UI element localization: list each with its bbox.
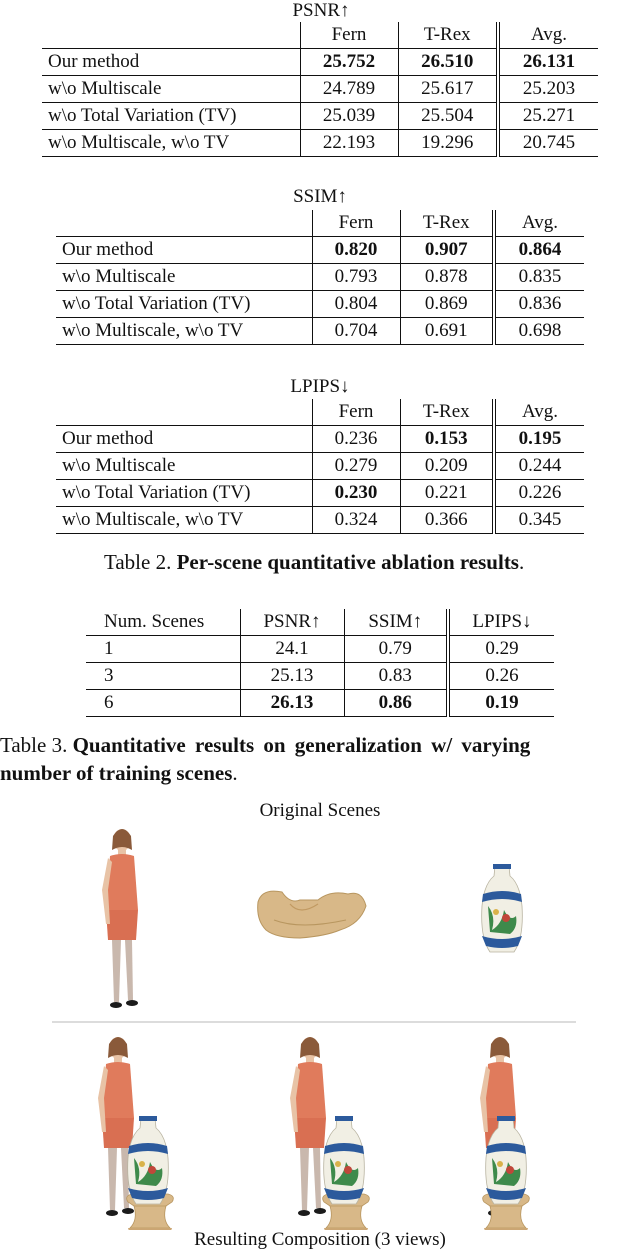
caption-bold: Quantitative results on generalization w/ varying xyxy=(72,733,531,757)
scenes-cell: 6 xyxy=(86,690,240,717)
value-cell: 25.752 xyxy=(300,49,398,76)
value-cell: 24.1 xyxy=(240,636,344,663)
value-cell: 0.230 xyxy=(312,480,400,507)
lpips-table xyxy=(56,399,584,534)
value-cell: 25.039 xyxy=(300,103,398,130)
value-cell: 25.504 xyxy=(398,103,498,130)
psnr-table-title: PSNR↑ xyxy=(292,0,350,21)
table3-caption xyxy=(0,731,640,787)
value-cell: 0.345 xyxy=(494,507,584,534)
value-cell: 26.131 xyxy=(498,49,598,76)
scenes-cell: 3 xyxy=(86,663,240,690)
table-row xyxy=(56,426,584,453)
value-cell: 0.878 xyxy=(400,264,494,291)
table-row xyxy=(42,76,598,103)
table-row xyxy=(42,49,598,76)
value-cell: 0.244 xyxy=(494,453,584,480)
value-cell: 20.745 xyxy=(498,130,598,157)
header-cell: Fern xyxy=(312,399,400,426)
value-cell: 26.510 xyxy=(398,49,498,76)
value-cell: 0.324 xyxy=(312,507,400,534)
table-header-row xyxy=(56,210,584,237)
value-cell: 19.296 xyxy=(398,130,498,157)
value-cell: 25.617 xyxy=(398,76,498,103)
value-cell: 0.279 xyxy=(312,453,400,480)
value-cell: 0.835 xyxy=(494,264,584,291)
value-cell: 0.226 xyxy=(494,480,584,507)
method-cell: w\o Multiscale xyxy=(56,264,312,291)
header-cell: T-Rex xyxy=(400,210,494,237)
method-cell: Our method xyxy=(62,239,154,260)
method-cell: w\o Total Variation (TV) xyxy=(42,103,300,130)
caption-bold: Per-scene quantitative ablation results xyxy=(176,550,519,574)
scenes-cell: 1 xyxy=(104,638,114,659)
value-cell: 0.691 xyxy=(400,318,494,345)
caption-bold: number of training scenes xyxy=(0,761,233,785)
table-row xyxy=(56,264,584,291)
method-cell: w\o Multiscale, w\o TV xyxy=(42,130,300,157)
composition-view xyxy=(290,1037,369,1230)
value-cell: 0.793 xyxy=(312,264,400,291)
header-cell xyxy=(42,22,300,49)
value-cell: 0.153 xyxy=(400,426,494,453)
value-cell: 0.26 xyxy=(448,663,554,690)
caption-prefix: Table 2. xyxy=(104,550,177,574)
value-cell: 0.869 xyxy=(400,291,494,318)
table-row xyxy=(56,291,584,318)
value-cell: 0.864 xyxy=(494,237,584,264)
table-row xyxy=(42,103,598,130)
psnr-table xyxy=(42,22,598,157)
table-row xyxy=(56,318,584,345)
header-cell: Avg. xyxy=(498,22,598,49)
value-cell: 0.836 xyxy=(494,291,584,318)
value-cell: 0.79 xyxy=(344,636,448,663)
table-header-row xyxy=(86,609,554,636)
header-cell: Fern xyxy=(312,210,400,237)
lpips-table-title: LPIPS↓ xyxy=(290,376,350,397)
table-row xyxy=(56,480,584,507)
table-row xyxy=(86,663,554,690)
resulting-composition-label: Resulting Composition (3 views) xyxy=(194,1229,446,1250)
method-cell: w\o Total Variation (TV) xyxy=(56,291,312,318)
value-cell: 25.203 xyxy=(498,76,598,103)
value-cell: 24.789 xyxy=(300,76,398,103)
header-cell: T-Rex xyxy=(400,399,494,426)
header-cell: PSNR↑ xyxy=(240,609,344,636)
header-cell: LPIPS↓ xyxy=(448,609,554,636)
value-cell: 25.271 xyxy=(498,103,598,130)
table-row xyxy=(56,237,584,264)
method-cell: w\o Multiscale, w\o TV xyxy=(56,507,312,534)
generalization-table xyxy=(86,609,554,717)
value-cell: 0.29 xyxy=(448,636,554,663)
table-row xyxy=(56,507,584,534)
value-cell: 0.209 xyxy=(400,453,494,480)
method-cell: w\o Total Variation (TV) xyxy=(56,480,312,507)
composition-figure xyxy=(0,820,640,1230)
header-cell: Avg. xyxy=(494,210,584,237)
value-cell: 0.698 xyxy=(494,318,584,345)
table2-caption xyxy=(104,548,524,576)
value-cell: 0.366 xyxy=(400,507,494,534)
value-cell: 0.195 xyxy=(494,426,584,453)
header-cell: Fern xyxy=(300,22,398,49)
header-cell: SSIM↑ xyxy=(344,609,448,636)
value-cell: 0.907 xyxy=(400,237,494,264)
caption-suffix: . xyxy=(518,550,525,574)
table-row xyxy=(42,130,598,157)
vase-original xyxy=(482,864,523,952)
value-cell: 0.221 xyxy=(400,480,494,507)
table-row xyxy=(86,690,554,717)
table-row xyxy=(86,636,554,663)
ssim-table-title: SSIM↑ xyxy=(293,186,347,207)
caption-suffix: . xyxy=(232,761,238,785)
method-cell: w\o Multiscale xyxy=(42,76,300,103)
ssim-table xyxy=(56,210,584,345)
value-cell: 0.236 xyxy=(312,426,400,453)
value-cell: 0.820 xyxy=(312,237,400,264)
value-cell: 0.804 xyxy=(312,291,400,318)
method-cell: Our method xyxy=(62,428,154,449)
value-cell: 0.704 xyxy=(312,318,400,345)
value-cell: 25.13 xyxy=(240,663,344,690)
woman-original xyxy=(102,829,138,1008)
value-cell: 0.19 xyxy=(448,690,554,717)
composition-view xyxy=(98,1037,173,1230)
value-cell: 26.13 xyxy=(240,690,344,717)
value-cell: 0.83 xyxy=(344,663,448,690)
header-cell xyxy=(56,210,312,237)
header-cell xyxy=(56,399,312,426)
method-cell: Our method xyxy=(48,51,140,72)
method-cell: w\o Multiscale xyxy=(56,453,312,480)
header-cell: Avg. xyxy=(494,399,584,426)
table-row xyxy=(56,453,584,480)
table-header-row xyxy=(56,399,584,426)
stool-original xyxy=(258,891,366,938)
composition-view xyxy=(480,1037,529,1230)
original-scenes-label: Original Scenes xyxy=(259,800,381,821)
caption-prefix: Table 3. xyxy=(0,733,73,757)
table-header-row xyxy=(42,22,598,49)
header-cell: Num. Scenes xyxy=(86,609,240,636)
value-cell: 0.86 xyxy=(344,690,448,717)
header-cell: T-Rex xyxy=(398,22,498,49)
value-cell: 22.193 xyxy=(300,130,398,157)
method-cell: w\o Multiscale, w\o TV xyxy=(56,318,312,345)
